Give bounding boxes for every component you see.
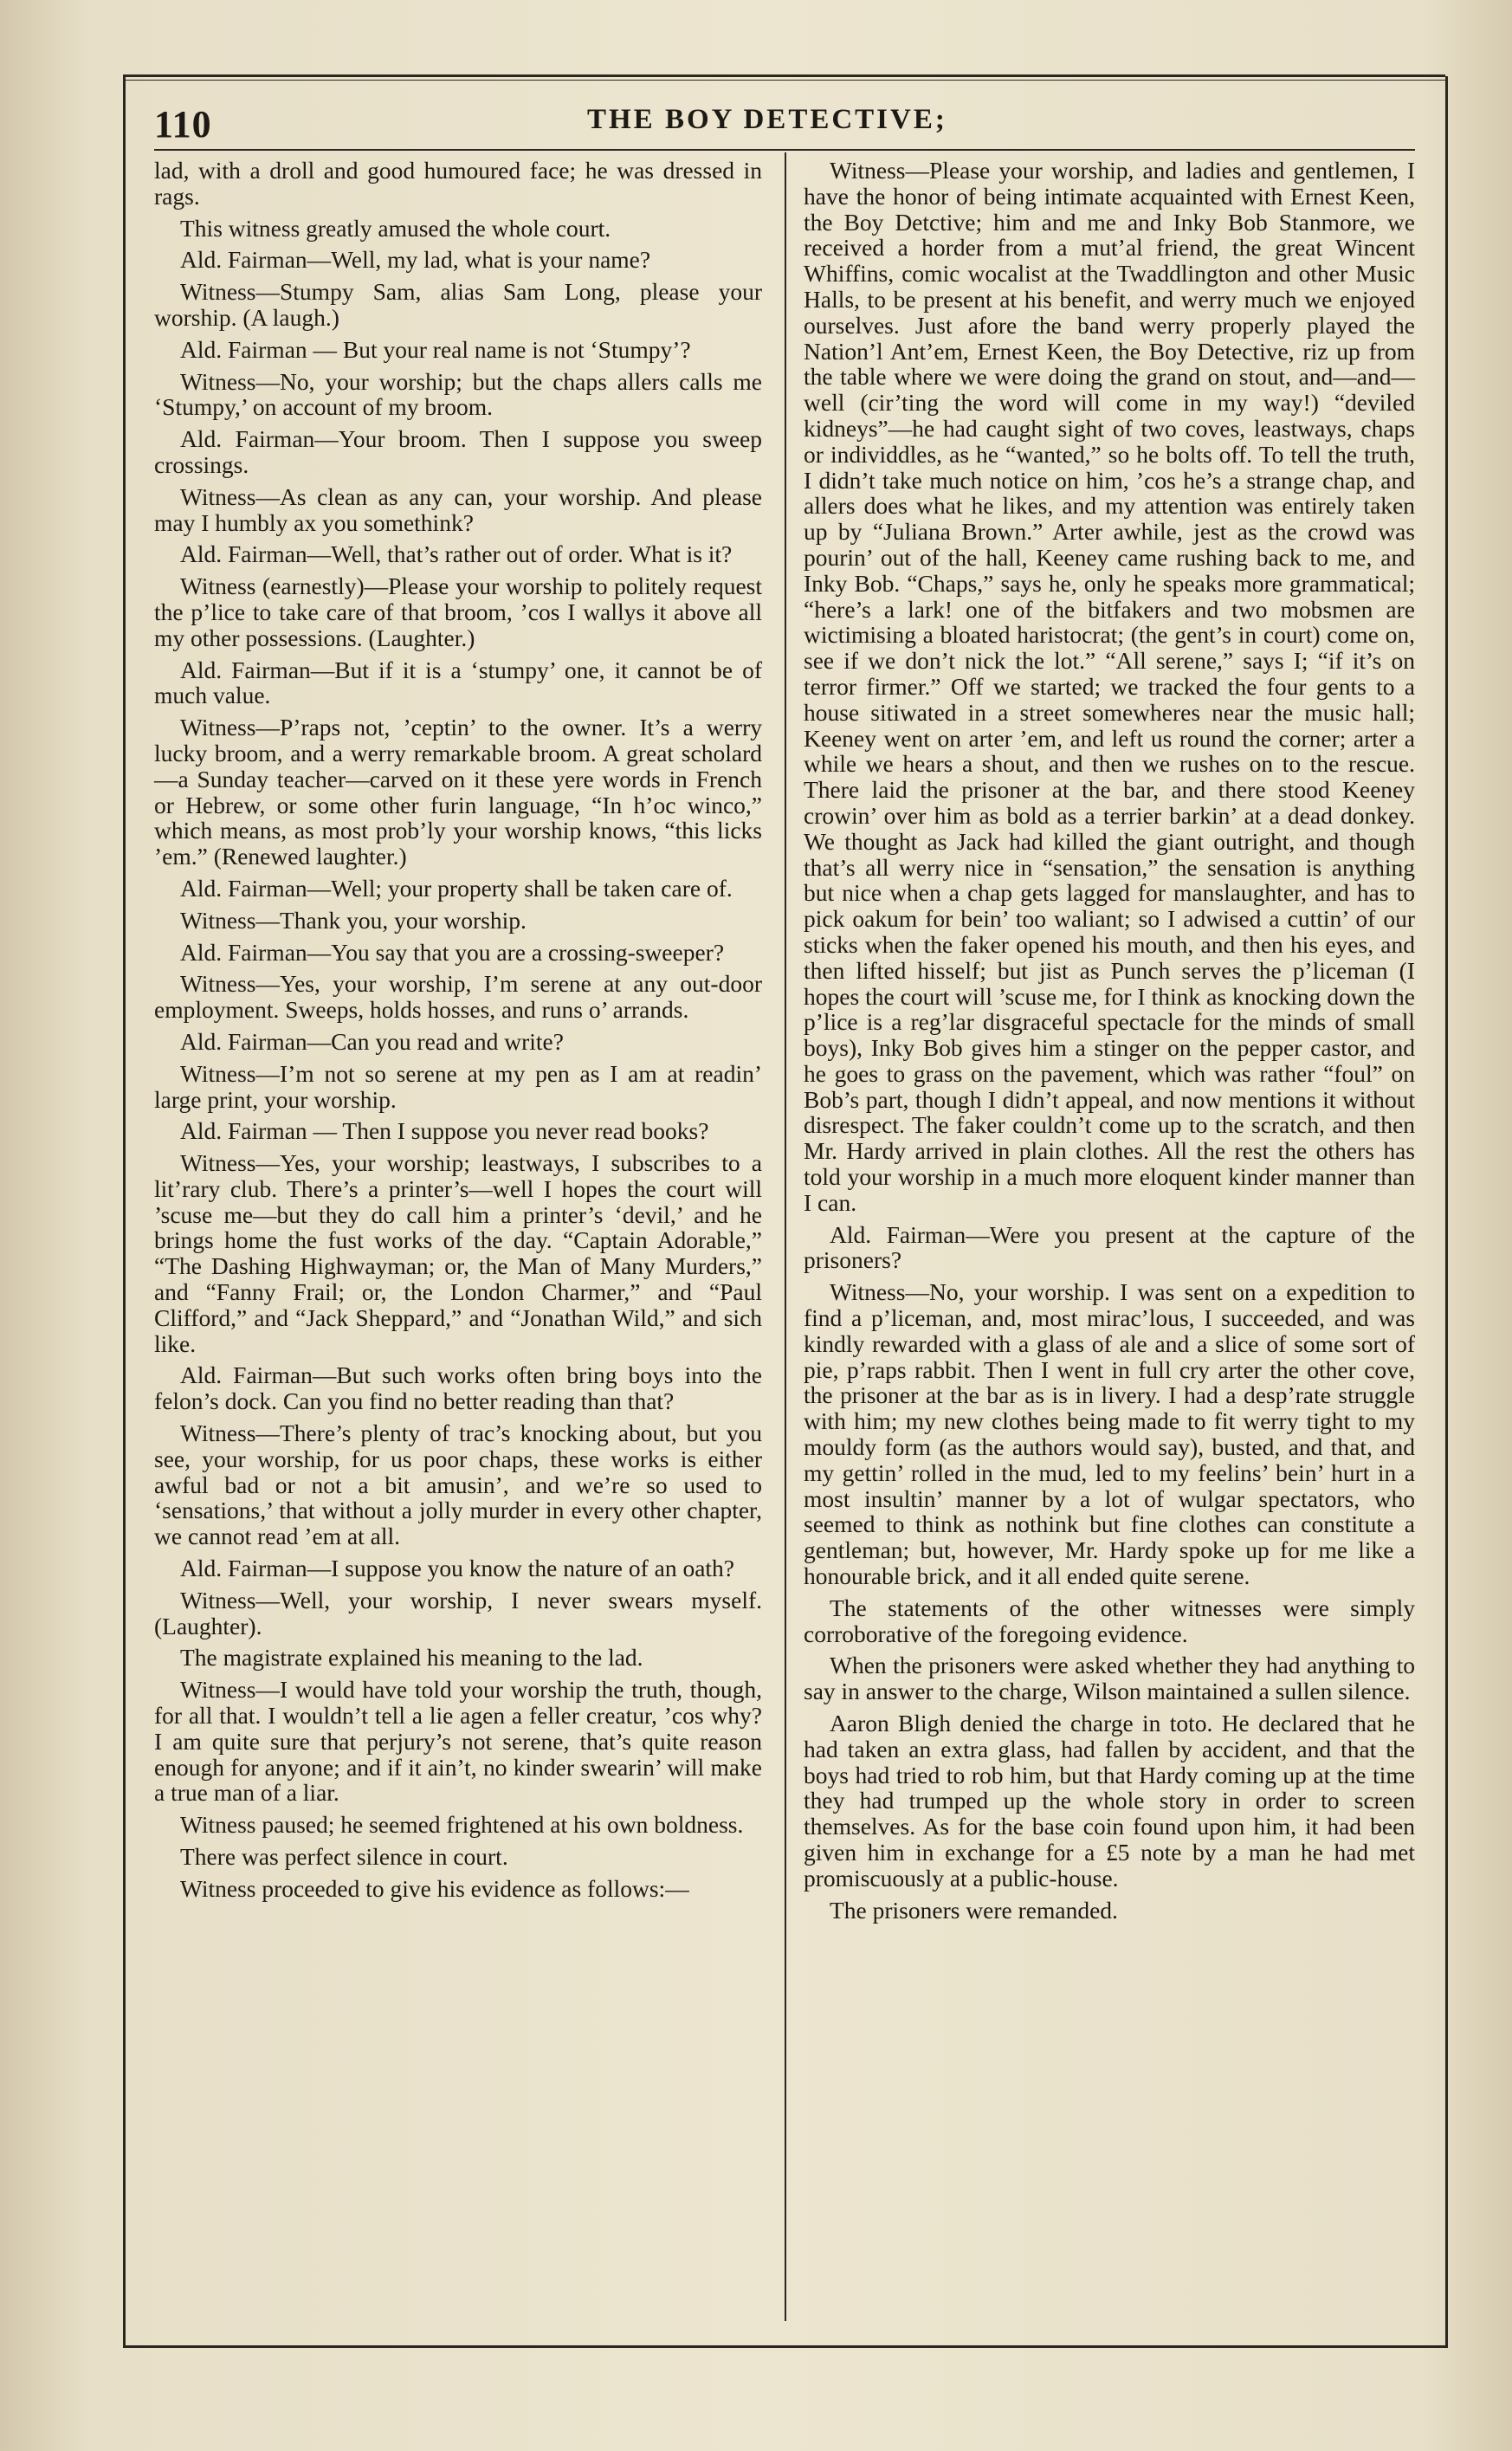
paragraph: lad, with a droll and good humoured face; he was dressed in rags. — [154, 157, 762, 210]
paragraph: Ald. Fairman—Well, that’s rather out of order. What is it? — [180, 540, 733, 568]
paragraph: The statements of the other witnesses were simply corroborative of the foregoing evidence. — [804, 1594, 1415, 1647]
paragraph: There was perfect silence in court. — [180, 1843, 508, 1871]
paragraph: Witness—As clean as any can, your worship. And please may I humbly ax you somethink? — [154, 482, 762, 536]
paragraph: Ald. Fairman — Then I suppose you never read books? — [180, 1117, 709, 1145]
paragraph: Witness—Yes, your worship, I’m serene at any out-door employment. Sweeps, holds hosses, and runs o’ arrands. — [154, 970, 762, 1024]
paragraph: Witness—There’s plenty of trac’s knocking about, but you see, your worship, for us poor chaps, these works is either awful bad or not a bit amusin’, and we’re so used to ‘sensations,’ that without a jolly murder in every other chapter, we cannot read ’em at all. — [154, 1420, 762, 1550]
header-rule — [154, 149, 1415, 151]
paragraph: Ald. Fairman—I suppose you know the nature of an oath? — [180, 1555, 734, 1582]
paragraph: Witness (earnestly)—Please your worship to politely request the p’lice to take care of that broom, ’cos I wallys it above all my other possessions. (Laughter.) — [154, 572, 762, 651]
paragraph: Ald. Fairman—Can you read and write? — [180, 1027, 564, 1055]
paragraph: Witness paused; he seemed frightened at his own boldness. — [180, 1811, 744, 1839]
paragraph: Witness—Stumpy Sam, alias Sam Long, please your worship. (A laugh.) — [154, 278, 762, 331]
paragraph: Ald. Fairman—Well; your property shall be taken care of. — [180, 874, 733, 902]
paragraph: Ald. Fairman—But such works often bring boys into the felon’s dock. Can you find no better reading than that? — [154, 1361, 762, 1415]
paragraph: Witness—No, your worship. I was sent on a expedition to find a p’liceman, and, most mirac’lous, I succeeded, and was kindly rewarded with a glass of ale and a slice of some sort of pie, p’raps rabbit. Then I went in full cry arter the other cove, the prisoner at the bar as is in livery. I had a desp’rate struggle with him; my new clothes being made to fit werry tight to my mouldy form (as the authors would say), busted, and that, and my gettin’ rolled in the mud, led to my feelins’ bein’ hurt in a most insultin’ manner by a lot of wulgar spectators, who seemed to think as nothink but fine clothes can constitute a gentleman; but, however, Mr. Hardy spoke up for me like a honourable brick, and it all ended quite serene. — [804, 1278, 1415, 1590]
paragraph: Witness proceeded to give his evidence as follows:— — [180, 1874, 689, 1902]
running-head: THE BOY DETECTIVE; — [587, 104, 947, 135]
paragraph: Witness—I’m not so serene at my pen as I am at readin’ large print, your worship. — [154, 1059, 762, 1113]
paragraph: Witness—No, your worship; but the chaps allers calls me ‘Stumpy,’ on account of my broom. — [154, 367, 762, 421]
paragraph: Ald. Fairman—Your broom. Then I suppose you sweep crossings. — [154, 425, 762, 478]
paragraph: Witness—Well, your worship, I never swears myself. (Laughter). — [154, 1586, 762, 1639]
paragraph: When the prisoners were asked whether they had anything to say in answer to the charge, Wilson maintained a sullen silence. — [804, 1652, 1415, 1705]
paragraph: Ald. Fairman—But if it is a ‘stumpy’ one, it cannot be of much value. — [154, 656, 762, 709]
page-number: 110 — [154, 103, 212, 146]
left-column — [154, 158, 762, 1908]
paragraph: This witness greatly amused the whole court. — [180, 214, 611, 242]
right-column — [804, 158, 1415, 1929]
paragraph: Witness—I would have told your worship the truth, though, for all that. I wouldn’t tell a lie agen a feller creatur, ’cos why? I am quite sure that perjury’s not serene, that’s quite reason enough for anyone; and if it ain’t, no kinder swearin’ will make a true man of a liar. — [154, 1676, 762, 1807]
paragraph: Witness—Thank you, your worship. — [180, 906, 527, 934]
paragraph: Ald. Fairman — But your real name is not ‘Stumpy’? — [180, 335, 691, 363]
paragraph: Witness—P’raps not, ’ceptin’ to the owner. It’s a werry lucky broom, and a werry remarkable broom. A great scholard—a Sunday teacher—carved on it these yere words in French or Hebrew, or some other furin language, “In h’oc winco,” which means, as most prob’ly your worship knows, “this licks ’em.” (Renewed laughter.) — [154, 714, 762, 870]
paragraph: Witness—Please your worship, and ladies and gentlemen, I have the honor of being intimate acquainted with Ernest Keen, the Boy Detctive; him and me and Inky Bob Stanmore, we received a horder from a mut’al friend, the great Wincent Whiffins, comic wocalist at the Twaddlington and other Music Halls, to be present at his benefit, and werry much we enjoyed ourselves. Just afore the band werry properly played the Nation’l Ant’em, Ernest Keen, the Boy Detective, riz up from the table where we were doing the grand on stout, and—and—well (cir’ting the word will come in my way!) “deviled kidneys”—he had caught sight of two coves, leastways, chaps or individdles, as he “wanted,” so he bolts off. To tell the truth, I didn’t take much notice on him, ’cos he’s a strange chap, and allers does what he likes, and my attention was entirely taken up by “Juliana Brown.” Arter awhile, jest as the crowd was pourin’ out of the hall, Keeney came rushing back to me, and Inky Bob. “Chaps,” says he, only he speaks more grammatical; “here’s a lark! one of the bitfakers and two mobsmen are wictimising a bloated haristocrat; (the gent’s in court) come on, see if we don’t nick the lot.” “All serene,” says I; “if it’s on terror firmer.” Off we started; we tracked the four gents to a house sitiwated in a street somewheres near the music hall; Keeney went on arter ’em, and left us round the corner; arter a while we hears a shout, and then we rushes on to the rescue. There laid the prisoner at the bar, and there stood Keeney crowin’ over him as bold as a terrier barkin’ at a dead donkey. We thought as Jack had killed the giant outright, and though that’s all werry nice in “sensation,” the sensation is anything but nice when a chap gets lagged for manslaughter, and has to pick oakum for bein’ too waliant; so I adwised a cuttin’ of our sticks when the faker opened his mouth, and then his eyes, and then lifted hisself; but jist as Punch serves the p’liceman (I hopes the court will ’scuse me, for I think as knocking down the p’lice is a reg’lar disgraceful spectacle for the minds of small boys), Inky Bob gives him a stinger on the pepper castor, and he goes to grass on the pavement, which was rather “foul” on Bob’s part, though I didn’t appeal, and now mentions it without disrespect. The faker couldn’t come up to the scratch, and then Mr. Hardy arrived in plain clothes. All the rest the others has told your worship in a much more eloquent kinder manner than I can. — [804, 157, 1415, 1216]
paragraph: Ald. Fairman—You say that you are a crossing-sweeper? — [180, 938, 725, 966]
paragraph: Ald. Fairman—Were you present at the capture of the prisoners? — [804, 1220, 1415, 1274]
paragraph: Aaron Bligh denied the charge in toto. He declared that he had taken an extra glass, had fallen by accident, and that the boys had tried to rob him, but that Hardy coming up at the time they had trumped up the whole story in order to screen themselves. As for the base coin found upon him, it had been given him in exchange for a £5 note by a man he had met promiscuously at a public-house. — [804, 1710, 1415, 1892]
column-divider — [785, 152, 786, 2321]
paragraph: The magistrate explained his meaning to the lad. — [180, 1644, 643, 1672]
paragraph: The prisoners were remanded. — [830, 1896, 1118, 1924]
paragraph: Ald. Fairman—Well, my lad, what is your name? — [180, 246, 651, 274]
paragraph: Witness—Yes, your worship; leastways, I subscribes to a lit’rary club. There’s a printer’s—well I hopes the court will ’scuse me—but they do call him a printer’s ‘devil,’ and he brings home the fust works of the day. “Captain Adorable,” “The Dashing Highwayman; or, the Man of Many Murders,” and “Fanny Frail; or, the London Charmer,” and “Paul Clifford,” and “Jack Sheppard,” and “Jonathan Wild,” and sich like. — [154, 1149, 762, 1357]
